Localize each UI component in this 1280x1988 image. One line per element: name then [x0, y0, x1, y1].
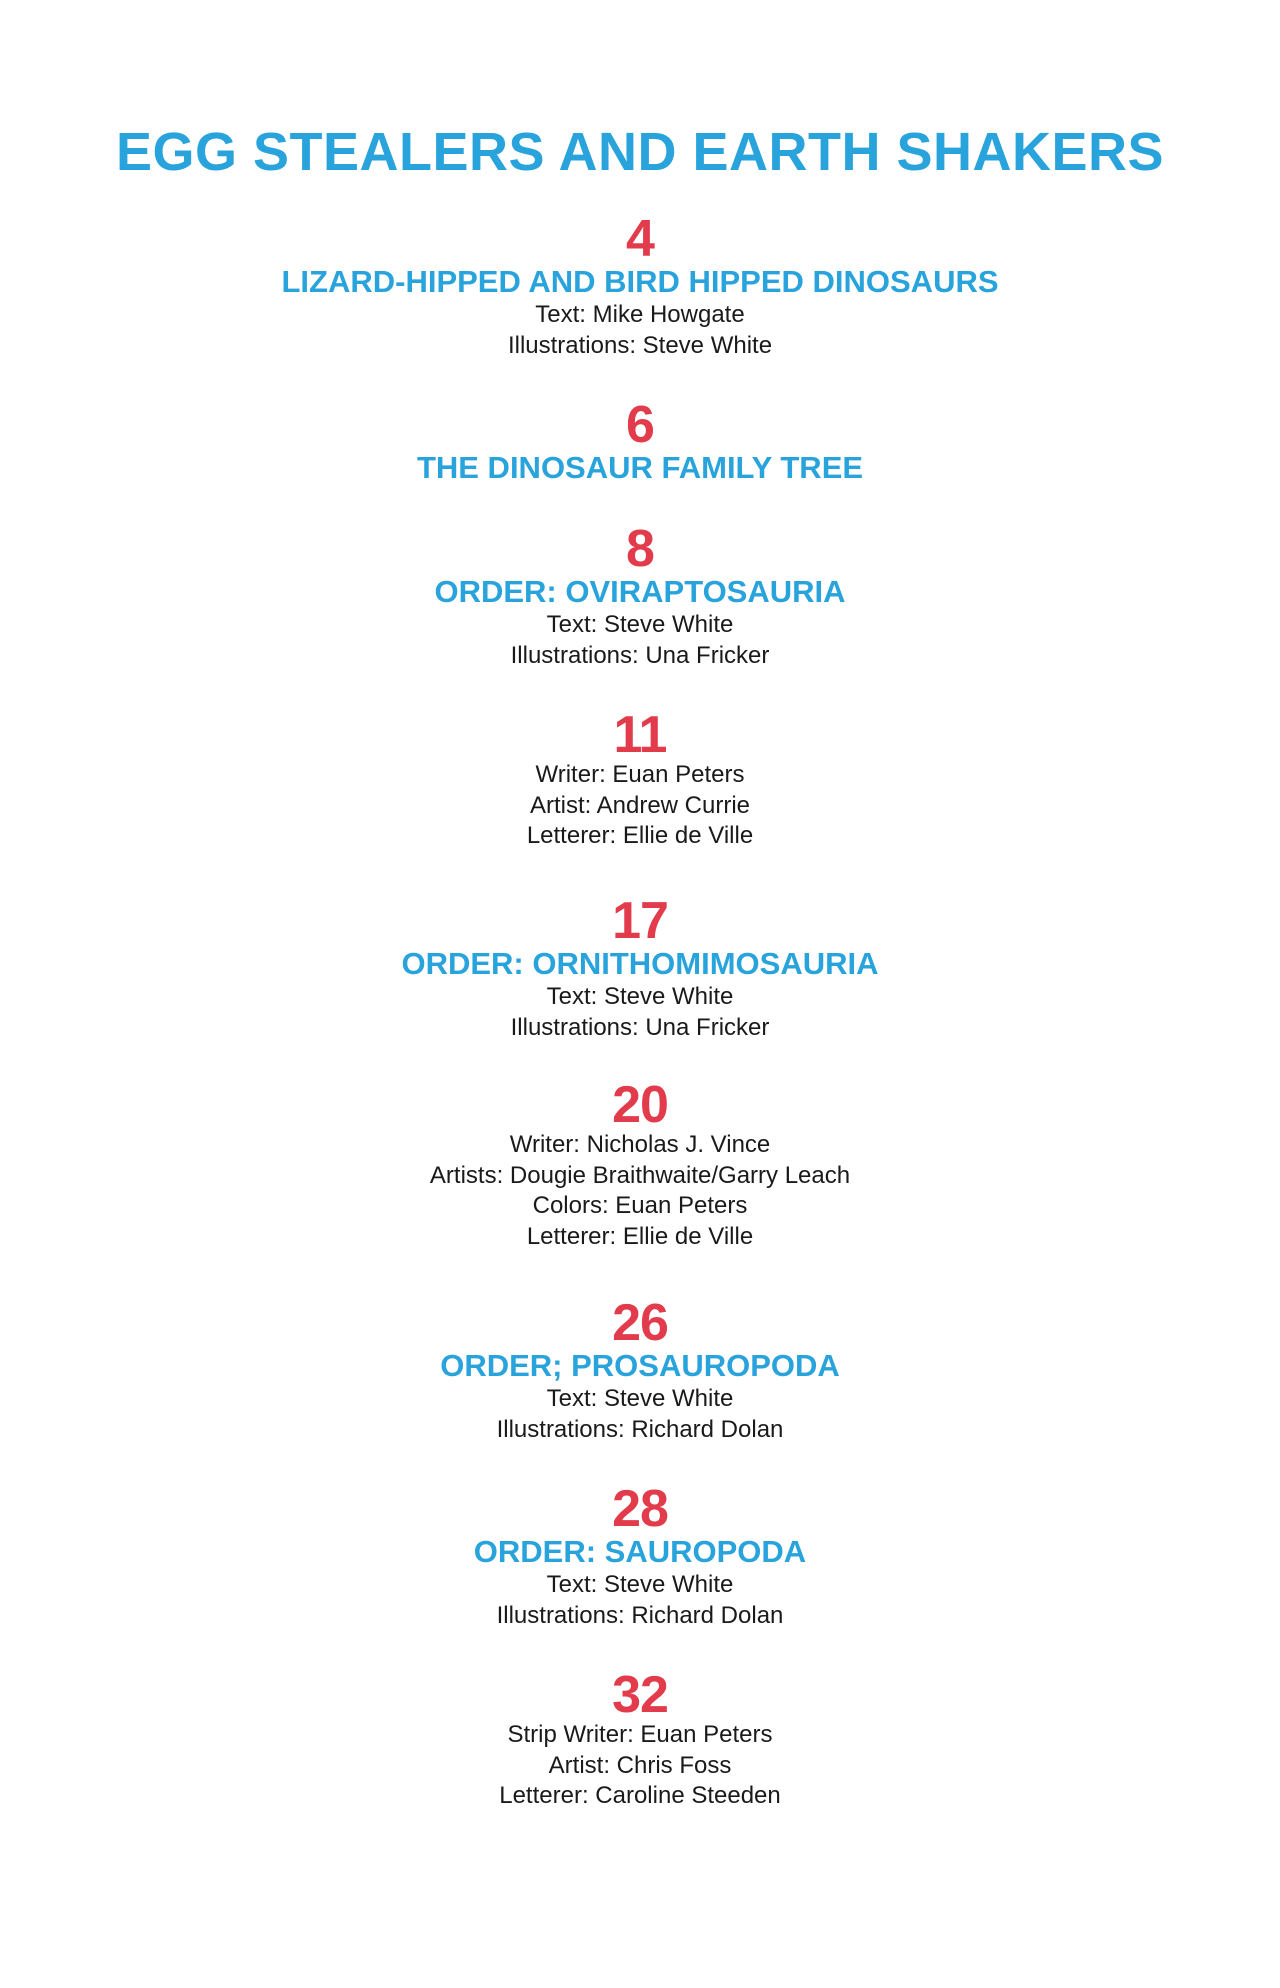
section-title: ORDER: SAUROPODA [473, 1534, 807, 1569]
contents-entry-26 [0, 1294, 1280, 1445]
credits [0, 982, 1280, 1043]
credit-line: Artist: Chris Foss [548, 1751, 732, 1779]
credit-line: Illustrations: Una Fricker [510, 641, 770, 669]
credits [0, 1384, 1280, 1445]
page-number: 26 [612, 1294, 668, 1352]
credits [0, 760, 1280, 852]
page-number: 6 [626, 396, 654, 454]
credit-line: Strip Writer: Euan Peters [507, 1721, 773, 1748]
page-number: 32 [612, 1666, 668, 1724]
credit-line: Illustrations: Steve White [507, 331, 773, 359]
contents-entry-6 [0, 396, 1280, 486]
credit-line: Illustrations: Richard Dolan [496, 1601, 784, 1629]
credit-line: Text: Steve White [546, 1571, 734, 1598]
page-number: 4 [626, 210, 654, 268]
credit-line: Text: Mike Howgate [535, 301, 745, 328]
credit-line: Letterer: Ellie de Ville [526, 1222, 754, 1250]
credits [0, 1130, 1280, 1252]
credit-line: Text: Steve White [546, 983, 734, 1010]
credits [0, 610, 1280, 671]
page-number: 20 [612, 1076, 668, 1134]
page-number: 28 [612, 1480, 668, 1538]
credits [0, 1570, 1280, 1631]
credit-line: Text: Steve White [546, 1385, 734, 1412]
credit-line: Letterer: Caroline Steeden [499, 1782, 781, 1809]
contents-entry-17 [0, 892, 1280, 1043]
credits [0, 300, 1280, 361]
credit-line: Writer: Euan Peters [535, 761, 745, 788]
contents-entry-28 [0, 1480, 1280, 1631]
section-title: ORDER; PROSAUROPODA [440, 1348, 840, 1383]
contents-entry-20 [0, 1076, 1280, 1252]
credit-line: Illustrations: Una Fricker [510, 1013, 770, 1041]
credit-line: Illustrations: Richard Dolan [496, 1415, 784, 1443]
contents-entry-11 [0, 706, 1280, 852]
page-title: EGG STEALERS AND EARTH SHAKERS [115, 122, 1165, 182]
section-title: ORDER: OVIRAPTOSAURIA [434, 574, 846, 609]
contents-entry-8 [0, 520, 1280, 671]
credit-line: Artist: Andrew Currie [529, 791, 751, 819]
credit-line: Text: Steve White [546, 611, 734, 638]
credit-line: Artists: Dougie Braithwaite/Garry Leach [429, 1161, 851, 1189]
page-number: 17 [612, 892, 668, 950]
credit-line: Letterer: Ellie de Ville [526, 822, 754, 849]
section-title: THE DINOSAUR FAMILY TREE [416, 450, 864, 485]
credit-line: Colors: Euan Peters [532, 1192, 748, 1219]
section-title: ORDER: ORNITHOMIMOSAURIA [401, 946, 879, 981]
section-title: LIZARD-HIPPED AND BIRD HIPPED DINOSAURS [281, 264, 999, 299]
contents-entry-32 [0, 1666, 1280, 1812]
credit-line: Writer: Nicholas J. Vince [509, 1131, 771, 1158]
page-number: 11 [613, 706, 667, 764]
credits [0, 1720, 1280, 1812]
page-number: 8 [626, 520, 654, 578]
contents-entry-4 [0, 210, 1280, 361]
